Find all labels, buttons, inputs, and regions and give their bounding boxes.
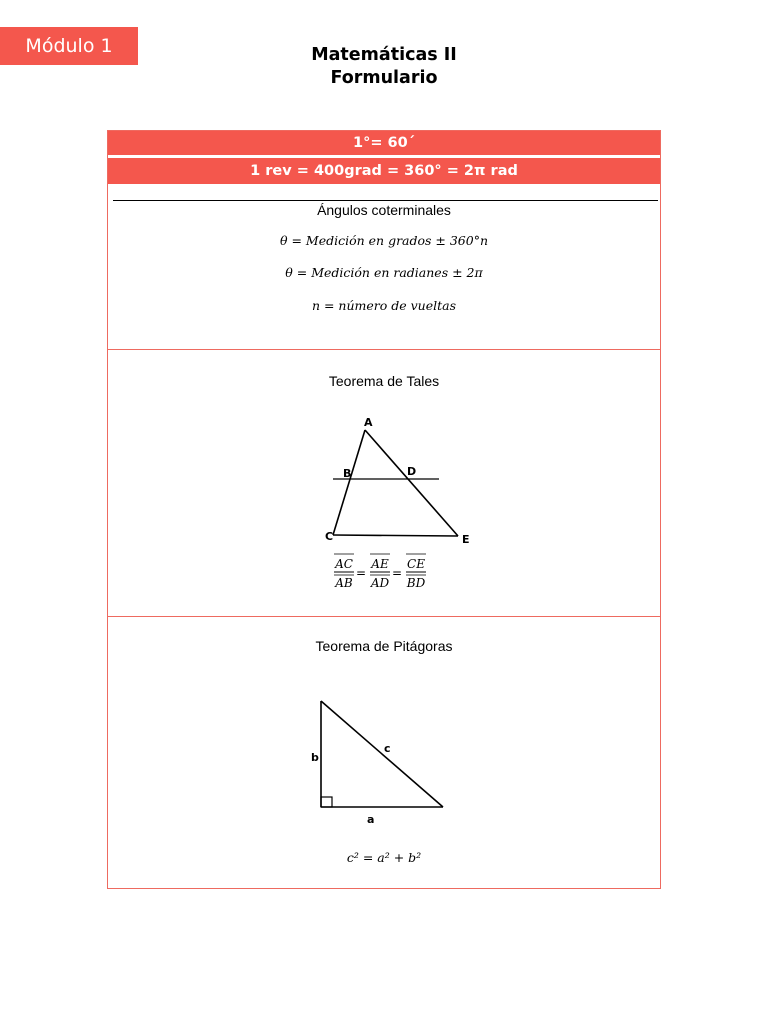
tales-equals-1: = [355,566,367,580]
pitagoras-label-a: a [367,813,375,826]
tales-side-ac [333,430,365,535]
tales-proportion [108,551,662,595]
pitagoras-label-b: b [311,751,319,764]
pitagoras-hypotenuse-c [321,701,443,807]
tales-frac2-num: AE [371,557,389,571]
tales-frac1-den: AB [335,576,353,590]
tales-label-c: C [325,530,334,543]
section-divider [108,616,660,617]
tales-label-e: E [462,533,470,546]
module-tab: Módulo 1 [0,27,138,65]
tales-label-b: B [343,467,352,480]
pitagoras-title: Teorema de Pitágoras [315,638,453,654]
tales-frac1-num: AC [335,557,353,571]
tales-side-ae [365,430,458,536]
tales-side-ce [333,535,458,536]
tales-title: Teorema de Tales [328,373,440,389]
document-title [0,44,768,90]
coterminal-formula-n: n = número de vueltas [311,298,457,313]
section-divider [108,349,660,350]
revolution-band: 1 rev = 400grad = 360° = 2π rad [108,158,660,184]
pitagoras-diagram [108,691,662,831]
coterminal-title: Ángulos coterminales [317,202,451,218]
right-angle-marker [321,797,332,807]
tales-frac3-den: BD [406,576,426,590]
coterminal-formula-degrees: θ = Medición en grados ± 360°n [279,233,489,248]
tales-frac2-den: AD [370,576,390,590]
pitagoras-label-c: c [384,742,391,755]
tales-equals-2: = [391,566,403,580]
tales-label-a: A [364,416,373,429]
section-rule [113,200,658,201]
degree-minutes-band: 1°= 60´ [108,131,660,155]
tales-frac3-num: CE [407,557,425,571]
pitagoras-formula: c² = a² + b² [346,850,422,865]
formula-sheet [107,130,661,889]
tales-label-d: D [407,465,417,478]
title-line-2: Formulario [330,68,438,88]
title-line-1: Matemáticas II [311,45,457,65]
coterminal-formula-radians: θ = Medición en radianes ± 2π [285,265,483,280]
